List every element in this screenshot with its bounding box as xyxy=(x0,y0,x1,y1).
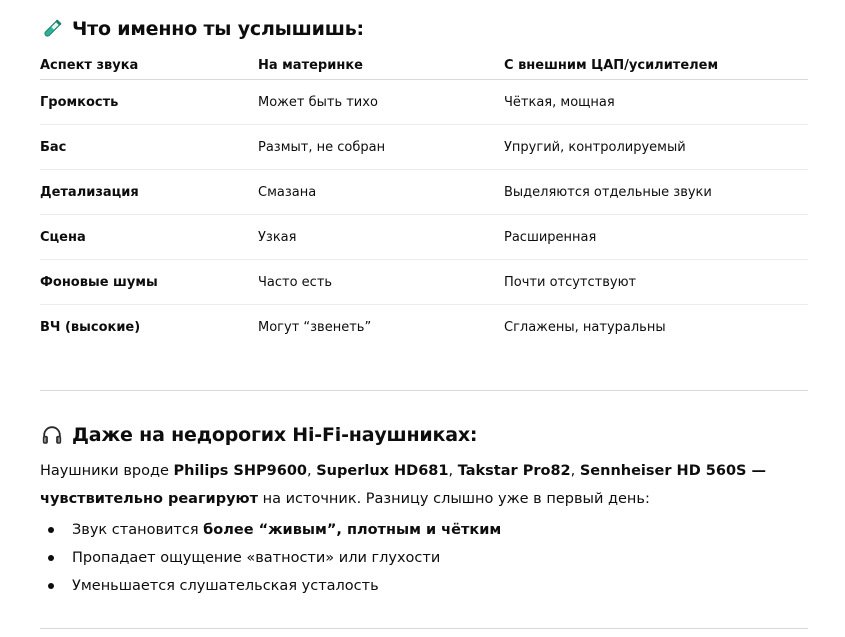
section-heading-what-you-hear xyxy=(40,17,364,41)
list-item xyxy=(40,516,501,544)
table-cell: Почти отсутствуют xyxy=(504,260,808,305)
table-cell-aspect: Громкость xyxy=(40,80,258,125)
column-header: Аспект звука xyxy=(40,51,258,80)
table-cell: Часто есть xyxy=(258,260,504,305)
table-cell: Может быть тихо xyxy=(258,80,504,125)
separator: , xyxy=(448,463,458,479)
headphones-icon xyxy=(40,423,64,447)
list-item-emphasis: более “живым”, плотным и чётким xyxy=(203,522,502,538)
table-row xyxy=(40,170,808,215)
table-header-row xyxy=(40,51,808,80)
table-cell: Расширенная xyxy=(504,215,808,260)
table-cell: Смазана xyxy=(258,170,504,215)
table-cell: Узкая xyxy=(258,215,504,260)
bullet-icon xyxy=(48,527,54,533)
bullet-icon xyxy=(48,583,54,589)
list-item xyxy=(40,544,501,572)
table-cell-aspect: Бас xyxy=(40,125,258,170)
section-heading-text: Что именно ты услышишь: xyxy=(72,18,364,40)
table-row xyxy=(40,125,808,170)
table-cell: Могут “звенеть” xyxy=(258,319,372,335)
column-header: С внешним ЦАП/усилителем xyxy=(504,51,808,80)
table-cell: Чёткая, мощная xyxy=(504,80,808,125)
table-cell-aspect: Сцена xyxy=(40,215,258,260)
table-row xyxy=(40,215,808,260)
bullet-icon xyxy=(48,555,54,561)
model-name: Sennheiser HD 560S xyxy=(579,463,747,479)
table-cell: Сглажены, натуральны xyxy=(504,319,666,335)
table-cell-aspect: Детализация xyxy=(40,170,258,215)
list-item-text: Звук становится xyxy=(72,522,204,538)
divider xyxy=(40,390,808,391)
bullet-list xyxy=(40,516,501,600)
table-row xyxy=(40,260,808,305)
paragraph xyxy=(40,457,808,513)
section-heading-text: Даже на недорогих Hi-Fi-наушниках: xyxy=(72,424,478,446)
table-cell: Упругий, контролируемый xyxy=(504,125,808,170)
paragraph-text: на источник. Разницу слышно уже в первый день: xyxy=(258,491,650,507)
model-name: Superlux HD681 xyxy=(316,463,449,479)
list-item-text: Уменьшается слушательская усталость xyxy=(72,578,379,594)
paragraph-text: Наушники вроде xyxy=(40,463,174,479)
comparison-table xyxy=(40,51,808,349)
list-item-text: Пропадает ощущение «ватности» или глухости xyxy=(72,550,441,566)
separator: — xyxy=(746,463,767,479)
column-header: На материнке xyxy=(258,51,504,80)
list-item xyxy=(40,572,501,600)
table-cell-aspect: ВЧ (высокие) xyxy=(40,319,141,335)
table-row xyxy=(40,80,808,125)
separator: , xyxy=(307,463,317,479)
table-cell: Выделяются отдельные звуки xyxy=(504,170,808,215)
table-row xyxy=(40,305,808,350)
model-name: Takstar Pro82 xyxy=(457,463,571,479)
table-cell: Размыт, не собран xyxy=(258,125,504,170)
test-tube-icon xyxy=(40,17,64,41)
table-cell-aspect: Фоновые шумы xyxy=(40,260,258,305)
emphasis-text: чувствительно реагируют xyxy=(40,491,259,507)
section-heading-hifi-headphones xyxy=(40,423,477,447)
divider xyxy=(40,628,808,629)
separator: , xyxy=(570,463,580,479)
model-name: Philips SHP9600 xyxy=(173,463,307,479)
